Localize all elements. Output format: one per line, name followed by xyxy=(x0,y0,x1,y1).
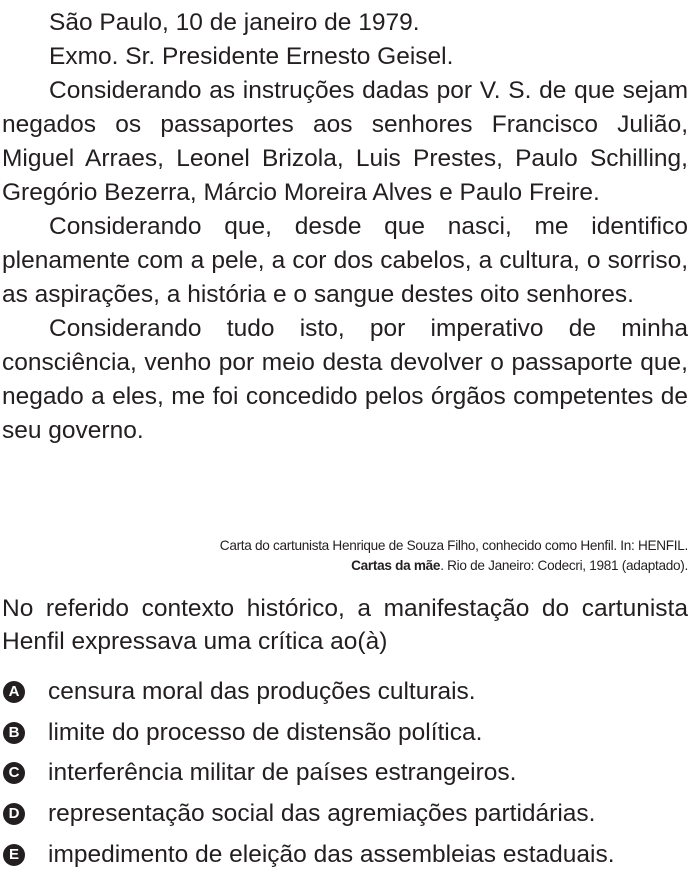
source-line-1: Carta do cartunista Henrique de Souza Filho, conhecido como Henfil. In: HENFIL. xyxy=(219,538,688,553)
option-b-badge: B xyxy=(3,722,25,744)
option-d-badge: D xyxy=(3,803,25,825)
letter-date: São Paulo, 10 de janeiro de 1979. xyxy=(49,9,420,36)
letter-paragraph-1: Considerando as instruções dadas por V. S. de que sejam negados os passaportes aos senhores Francisco Julião, Miguel Arraes, Leonel Brizola, Luis Prestes, Paulo Schilling, Gregório Bezerra, Márcio Moreira Alves e Paulo Freire. xyxy=(2,77,688,206)
option-d-text: representação social das agremiações partidárias. xyxy=(48,800,596,828)
letter-text xyxy=(2,6,688,448)
option-c-text: interferência militar de países estrangeiros. xyxy=(48,759,517,787)
option-e-text: impedimento de eleição das assembleias estaduais. xyxy=(48,840,615,868)
source-book-title: Cartas da mãe xyxy=(351,558,441,573)
option-c[interactable] xyxy=(2,753,692,794)
source-citation xyxy=(48,536,688,576)
source-publication: . Rio de Janeiro: Codecri, 1981 (adaptado). xyxy=(440,558,688,573)
letter-paragraph-2: Considerando que, desde que nasci, me identifico plenamente com a pele, a cor dos cabelos, a cultura, o sorriso, as aspirações, a história e o sangue destes oito senhores. xyxy=(2,213,688,308)
option-b-text: limite do processo de distensão política. xyxy=(48,718,483,746)
option-a[interactable] xyxy=(2,672,692,713)
option-b[interactable] xyxy=(2,713,692,754)
option-d[interactable] xyxy=(2,794,692,835)
option-a-badge: A xyxy=(3,681,25,703)
option-a-text: censura moral das produções culturais. xyxy=(48,678,476,706)
letter-salutation: Exmo. Sr. Presidente Ernesto Geisel. xyxy=(49,43,454,70)
source-line-2 xyxy=(48,556,688,576)
question-stem: No referido contexto histórico, a manifestação do cartunista Henfil expressava uma crítica ao(à) xyxy=(2,595,688,655)
answer-options xyxy=(2,672,692,875)
option-e-badge: E xyxy=(3,844,25,866)
letter-paragraph-3: Considerando tudo isto, por imperativo de minha consciência, venho por meio desta devolver o passaporte que, negado a eles, me foi concedido pelos órgãos competentes de seu governo. xyxy=(2,315,688,444)
option-e[interactable] xyxy=(2,834,692,875)
option-c-badge: C xyxy=(3,762,25,784)
